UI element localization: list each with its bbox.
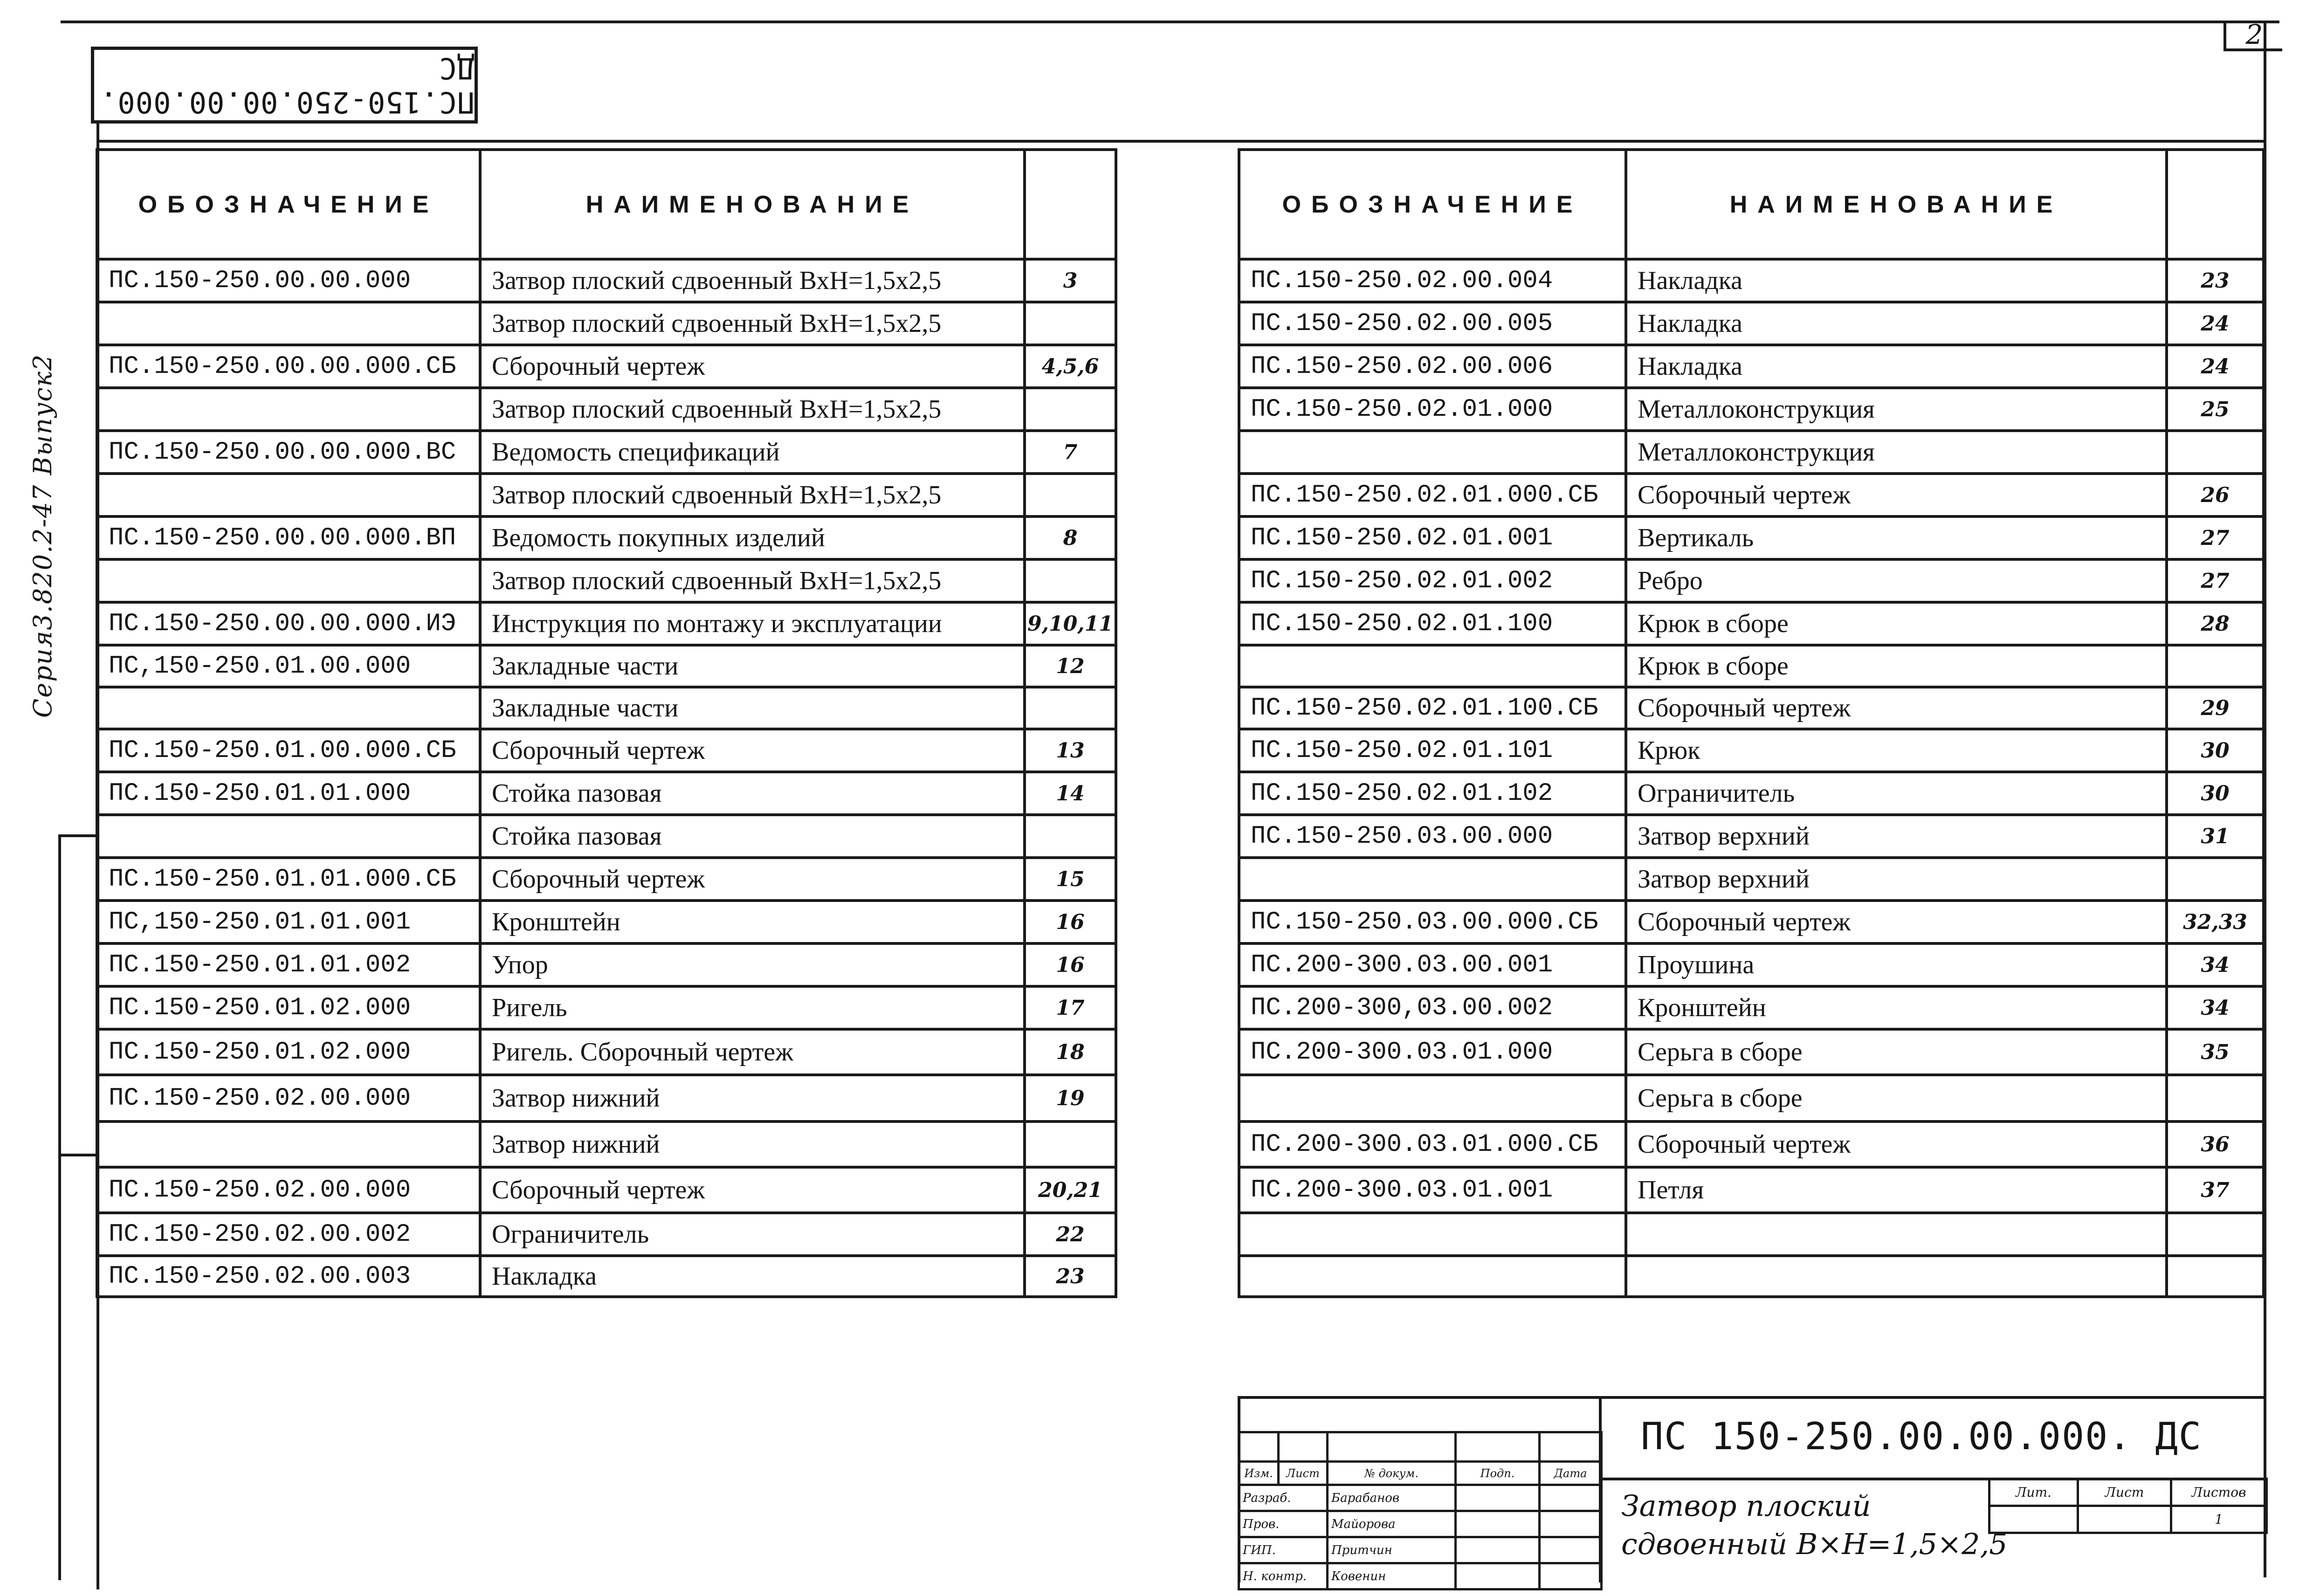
frame-header-rule xyxy=(96,140,2266,143)
code-cell: ПС.150-250.02.00.002 xyxy=(97,1213,480,1256)
listov-label: Листов xyxy=(2171,1479,2267,1506)
left-table-body xyxy=(97,259,1116,1297)
table-row xyxy=(97,772,1116,815)
sheet-cell: 16 xyxy=(1025,943,1116,986)
code-cell: ПС.150-250.02.00.004 xyxy=(1239,259,1626,302)
table-row xyxy=(97,345,1116,388)
table-row xyxy=(1239,1121,2264,1167)
sheet-cell: 16 xyxy=(1025,901,1116,943)
sheet-cell: 30 xyxy=(2167,729,2264,772)
table-row xyxy=(1239,345,2264,388)
sheet-cell: 36 xyxy=(2167,1121,2264,1167)
code-cell: ПС.150-250.02.01.000.СБ xyxy=(1239,474,1626,516)
sheet-cell: 37 xyxy=(2167,1167,2264,1213)
code-cell: ПС.150-250.01.00.000.СБ xyxy=(97,729,480,772)
table-row xyxy=(1239,474,2264,516)
signature-cell xyxy=(1456,1511,1540,1537)
signatures-grid xyxy=(1238,1431,1603,1590)
table-row xyxy=(97,1256,1116,1297)
table-row xyxy=(1239,687,2264,729)
code-cell xyxy=(1239,431,1626,474)
table-row xyxy=(1239,431,2264,474)
lit-value xyxy=(1989,1506,2078,1533)
table-row xyxy=(97,986,1116,1029)
table-row xyxy=(1239,1075,2264,1121)
signature-cell xyxy=(1456,1485,1540,1511)
sheet-cell: 34 xyxy=(2167,986,2264,1029)
header-name: НАИМЕНОВАНИЕ xyxy=(1626,150,2167,259)
document-code-stamp xyxy=(91,47,478,124)
sheet-cell: 14 xyxy=(1025,772,1116,815)
name-cell: Кронштейн xyxy=(480,901,1025,943)
table-row xyxy=(97,302,1116,345)
table-row xyxy=(1239,901,2264,943)
title-block-code: ПС 150-250.00.00.000. ДС xyxy=(1641,1415,2202,1458)
sheet-cell: 29 xyxy=(2167,687,2264,729)
stamp-text: ПС.150-250.00.00.000. ДС xyxy=(99,51,475,119)
name-cell: Металлоконструкция xyxy=(1626,388,2167,431)
table-row xyxy=(97,858,1116,901)
table-row xyxy=(97,1213,1116,1256)
code-cell: ПС.150-250.00.00.000.СБ xyxy=(97,345,480,388)
sheet-cell: 19 xyxy=(1025,1075,1116,1121)
code-cell: ПС.150-250.03.00.000 xyxy=(1239,815,1626,858)
title-line-1: Затвор плоский xyxy=(1621,1489,1871,1523)
sheet-cell: 25 xyxy=(2167,388,2264,431)
sheet-cell: 8 xyxy=(1025,516,1116,559)
role-person: Ковенин xyxy=(1328,1563,1456,1589)
header-designation: ОБОЗНАЧЕНИЕ xyxy=(97,150,480,259)
code-cell: ПС.150-250.01.01.000 xyxy=(97,772,480,815)
title-line-2: сдвоенный В×Н=1,5×2,5 xyxy=(1621,1527,2008,1561)
name-cell: Ригель xyxy=(480,986,1025,1029)
name-cell: Накладка xyxy=(1626,302,2167,345)
sheet-cell xyxy=(2167,1075,2264,1121)
table-row xyxy=(1239,1167,2264,1213)
series-side-label: Серия3.820.2-47 Выпуск2 xyxy=(28,353,57,718)
name-cell: Закладные части xyxy=(480,645,1025,687)
list-label: Лист xyxy=(2078,1479,2171,1506)
code-cell: ПС.150-250.02.01.100.СБ xyxy=(1239,687,1626,729)
frame-top-border xyxy=(61,21,2279,23)
code-cell xyxy=(97,687,480,729)
table-row xyxy=(1239,943,2264,986)
table-row xyxy=(97,645,1116,687)
table-row xyxy=(1239,729,2264,772)
role-person: Майорова xyxy=(1328,1511,1456,1537)
code-cell: ПС.200-300.03.01.000 xyxy=(1239,1029,1626,1075)
table-row xyxy=(1239,1029,2264,1075)
name-cell: Ограничитель xyxy=(1626,772,2167,815)
sheet-cell: 9,10,11 xyxy=(1025,602,1116,645)
code-cell xyxy=(97,388,480,431)
code-cell: ПС.200-300.03.00.001 xyxy=(1239,943,1626,986)
name-cell: Сборочный чертеж xyxy=(480,1167,1025,1213)
code-cell: ПС.150-250.02.01.002 xyxy=(1239,559,1626,602)
sheet-cell: 34 xyxy=(2167,943,2264,986)
name-cell: Затвор плоский сдвоенный ВхН=1,5х2,5 xyxy=(480,302,1025,345)
signature-cell xyxy=(1456,1563,1540,1589)
margin-strip-tick-2 xyxy=(58,1154,96,1156)
table-row xyxy=(97,259,1116,302)
name-cell: Сборочный чертеж xyxy=(480,858,1025,901)
sheet-cell xyxy=(1025,388,1116,431)
sheet-cell xyxy=(2167,1256,2264,1297)
table-header-row xyxy=(1239,150,2264,259)
sheet-cell: 23 xyxy=(2167,259,2264,302)
table-row xyxy=(1239,1213,2264,1256)
table-row xyxy=(97,1167,1116,1213)
right-spec-table xyxy=(1238,148,2265,1298)
name-cell: Затвор верхний xyxy=(1626,858,2167,901)
sheet-cell: 27 xyxy=(2167,559,2264,602)
table-row xyxy=(97,474,1116,516)
signatures-header-row xyxy=(1239,1462,1602,1485)
name-cell: Ребро xyxy=(1626,559,2167,602)
table-row xyxy=(1239,259,2264,302)
sheet-cell: 32,33 xyxy=(2167,901,2264,943)
name-cell xyxy=(1626,1256,2167,1297)
table-row xyxy=(97,729,1116,772)
code-cell xyxy=(1239,1256,1626,1297)
code-cell: ПС.150-250.02.01.100 xyxy=(1239,602,1626,645)
name-cell: Упор xyxy=(480,943,1025,986)
name-cell: Сборочный чертеж xyxy=(1626,901,2167,943)
name-cell: Вертикаль xyxy=(1626,516,2167,559)
code-cell xyxy=(1239,858,1626,901)
sheet-cell: 17 xyxy=(1025,986,1116,1029)
table-row xyxy=(97,602,1116,645)
table-row xyxy=(97,1121,1116,1167)
header-designation: ОБОЗНАЧЕНИЕ xyxy=(1239,150,1626,259)
table-row xyxy=(1239,858,2264,901)
sheet-cell xyxy=(1025,687,1116,729)
table-row xyxy=(1239,388,2264,431)
code-cell: ПС.150-250.01.02.000 xyxy=(97,986,480,1029)
code-cell xyxy=(1239,1213,1626,1256)
name-cell: Ограничитель xyxy=(480,1213,1025,1256)
name-cell: Сборочный чертеж xyxy=(1626,1121,2167,1167)
name-cell: Сборочный чертеж xyxy=(480,345,1025,388)
hdr-list: Лист xyxy=(1279,1462,1328,1485)
name-cell: Стойка пазовая xyxy=(480,772,1025,815)
table-row xyxy=(1239,1256,2264,1297)
sheet-cell xyxy=(1025,474,1116,516)
listov-value: 1 xyxy=(2171,1506,2267,1533)
sheet-cell: 12 xyxy=(1025,645,1116,687)
code-cell xyxy=(97,1121,480,1167)
code-cell: ПС.150-250.02.00.006 xyxy=(1239,345,1626,388)
name-cell: Затвор нижний xyxy=(480,1075,1025,1121)
code-cell xyxy=(1239,645,1626,687)
header-sheet xyxy=(2167,150,2264,259)
table-row xyxy=(97,516,1116,559)
name-cell: Стойка пазовая xyxy=(480,815,1025,858)
role-row xyxy=(1239,1511,1602,1537)
sheet-cell: 24 xyxy=(2167,302,2264,345)
name-cell: Затвор плоский сдвоенный ВхН=1,5х2,5 xyxy=(480,259,1025,302)
sheet-cell: 27 xyxy=(2167,516,2264,559)
sheet-cell: 28 xyxy=(2167,602,2264,645)
table-row xyxy=(97,943,1116,986)
table-row xyxy=(1239,815,2264,858)
name-cell: Серьга в сборе xyxy=(1626,1075,2167,1121)
code-cell: ПС,150-250.01.01.001 xyxy=(97,901,480,943)
sheet-cell: 13 xyxy=(1025,729,1116,772)
name-cell: Проушина xyxy=(1626,943,2167,986)
code-cell: ПС.150-250.02.01.000 xyxy=(1239,388,1626,431)
table-header-row xyxy=(97,150,1116,259)
sheet-cell: 24 xyxy=(2167,345,2264,388)
sheet-cell: 15 xyxy=(1025,858,1116,901)
table-row xyxy=(1239,986,2264,1029)
code-cell: ПС.150-250.00.00.000 xyxy=(97,259,480,302)
sheet-cell: 18 xyxy=(1025,1029,1116,1075)
table-row xyxy=(97,559,1116,602)
role-label: Н. контр. xyxy=(1239,1563,1328,1589)
code-cell: ПС.150-250.02.00.003 xyxy=(97,1256,480,1297)
sheet-cell xyxy=(1025,815,1116,858)
code-cell: ПС.150-250.01.02.000 xyxy=(97,1029,480,1075)
margin-strip-tick-1 xyxy=(58,834,96,837)
sheet-cell: 35 xyxy=(2167,1029,2264,1075)
table-row xyxy=(97,431,1116,474)
code-cell xyxy=(97,815,480,858)
code-cell: ПС.150-250.00.00.000.ВП xyxy=(97,516,480,559)
name-cell: Сборочный чертеж xyxy=(1626,687,2167,729)
code-cell: ПС,150-250.01.00.000 xyxy=(97,645,480,687)
role-row xyxy=(1239,1485,1602,1511)
name-cell: Ведомость спецификаций xyxy=(480,431,1025,474)
name-cell xyxy=(1626,1213,2167,1256)
header-name: НАИМЕНОВАНИЕ xyxy=(480,150,1025,259)
header-sheet xyxy=(1025,150,1116,259)
lit-label: Лит. xyxy=(1989,1479,2078,1506)
name-cell: Затвор плоский сдвоенный ВхН=1,5х2,5 xyxy=(480,474,1025,516)
signature-cell xyxy=(1456,1537,1540,1563)
code-cell: ПС.150-250.00.00.000.ВС xyxy=(97,431,480,474)
table-row xyxy=(1239,602,2264,645)
role-label: Пров. xyxy=(1239,1511,1328,1537)
role-label: Разраб. xyxy=(1239,1485,1328,1511)
sheet-cell xyxy=(2167,1213,2264,1256)
table-row xyxy=(97,687,1116,729)
sheet-cell: 3 xyxy=(1025,259,1116,302)
code-cell: ПС.150-250.00.00.000.ИЭ xyxy=(97,602,480,645)
name-cell: Закладные части xyxy=(480,687,1025,729)
name-cell: Накладка xyxy=(480,1256,1025,1297)
margin-strip-line xyxy=(58,834,61,1580)
hdr-doc: № докум. xyxy=(1328,1462,1456,1485)
code-cell xyxy=(1239,1075,1626,1121)
table-row xyxy=(1239,645,2264,687)
table-row xyxy=(97,388,1116,431)
code-cell: ПС.150-250.01.01.000.СБ xyxy=(97,858,480,901)
sheet-cell: 31 xyxy=(2167,815,2264,858)
table-row xyxy=(1239,302,2264,345)
title-block-top-border xyxy=(1238,1396,2265,1399)
name-cell: Ведомость покупных изделий xyxy=(480,516,1025,559)
sheet-cell xyxy=(2167,431,2264,474)
sheet-cell xyxy=(1025,559,1116,602)
code-cell: ПС.150-250.01.01.002 xyxy=(97,943,480,986)
table-row xyxy=(97,815,1116,858)
name-cell: Накладка xyxy=(1626,345,2167,388)
role-label: ГИП. xyxy=(1239,1537,1328,1563)
name-cell: Металлоконструкция xyxy=(1626,431,2167,474)
name-cell: Петля xyxy=(1626,1167,2167,1213)
sheet-cell: 30 xyxy=(2167,772,2264,815)
table-row xyxy=(1239,772,2264,815)
code-cell: ПС.200-300.03.01.000.СБ xyxy=(1239,1121,1626,1167)
name-cell: Затвор плоский сдвоенный ВхН=1,5х2,5 xyxy=(480,559,1025,602)
code-cell xyxy=(97,302,480,345)
code-cell: ПС.150-250.02.00.000 xyxy=(97,1167,480,1213)
role-row xyxy=(1239,1537,1602,1563)
code-cell: ПС.150-250.02.01.101 xyxy=(1239,729,1626,772)
hdr-sign: Подп. xyxy=(1456,1462,1540,1485)
table-row xyxy=(97,1029,1116,1075)
left-spec-table xyxy=(96,148,1117,1298)
table-row xyxy=(1239,516,2264,559)
name-cell: Затвор плоский сдвоенный ВхН=1,5х2,5 xyxy=(480,388,1025,431)
title-block-title xyxy=(1621,1487,2008,1563)
code-cell: ПС.150-250.03.00.000.СБ xyxy=(1239,901,1626,943)
code-cell: ПС.150-250.02.01.102 xyxy=(1239,772,1626,815)
role-row xyxy=(1239,1563,1602,1589)
table-row xyxy=(1239,559,2264,602)
sheet-cell: 22 xyxy=(1025,1213,1116,1256)
hdr-date: Дата xyxy=(1540,1462,1602,1485)
name-cell: Сборочный чертеж xyxy=(1626,474,2167,516)
code-cell: ПС.150-250.02.00.005 xyxy=(1239,302,1626,345)
sheet-cell: 23 xyxy=(1025,1256,1116,1297)
code-cell: ПС.150-250.02.01.001 xyxy=(1239,516,1626,559)
sheet-cell xyxy=(1025,1121,1116,1167)
sheet-info-table xyxy=(1988,1478,2268,1534)
table-row xyxy=(97,901,1116,943)
name-cell: Крюк в сборе xyxy=(1626,602,2167,645)
page-number: 2 xyxy=(2224,21,2282,51)
role-person: Барабанов xyxy=(1328,1485,1456,1511)
list-value xyxy=(2078,1506,2171,1533)
hdr-izm: Изм. xyxy=(1239,1462,1279,1485)
name-cell: Крюк в сборе xyxy=(1626,645,2167,687)
code-cell xyxy=(97,474,480,516)
sheet-cell: 26 xyxy=(2167,474,2264,516)
sheet-cell xyxy=(2167,858,2264,901)
name-cell: Сборочный чертеж xyxy=(480,729,1025,772)
right-table-body xyxy=(1239,259,2264,1297)
name-cell: Затвор верхний xyxy=(1626,815,2167,858)
sheet-cell: 4,5,6 xyxy=(1025,345,1116,388)
name-cell: Ригель. Сборочный чертеж xyxy=(480,1029,1025,1075)
code-cell: ПС.150-250.02.00.000 xyxy=(97,1075,480,1121)
name-cell: Затвор нижний xyxy=(480,1121,1025,1167)
sheet-cell: 20,21 xyxy=(1025,1167,1116,1213)
role-person: Притчин xyxy=(1328,1537,1456,1563)
name-cell: Серьга в сборе xyxy=(1626,1029,2167,1075)
code-cell: ПС.200-300.03.01.001 xyxy=(1239,1167,1626,1213)
name-cell: Кронштейн xyxy=(1626,986,2167,1029)
name-cell: Инструкция по монтажу и эксплуатации xyxy=(480,602,1025,645)
sheet-cell xyxy=(2167,645,2264,687)
table-row xyxy=(97,1075,1116,1121)
name-cell: Крюк xyxy=(1626,729,2167,772)
name-cell: Накладка xyxy=(1626,259,2167,302)
code-cell: ПС.200-300,03.00.002 xyxy=(1239,986,1626,1029)
sheet-cell xyxy=(1025,302,1116,345)
code-cell xyxy=(97,559,480,602)
sheet-cell: 7 xyxy=(1025,431,1116,474)
